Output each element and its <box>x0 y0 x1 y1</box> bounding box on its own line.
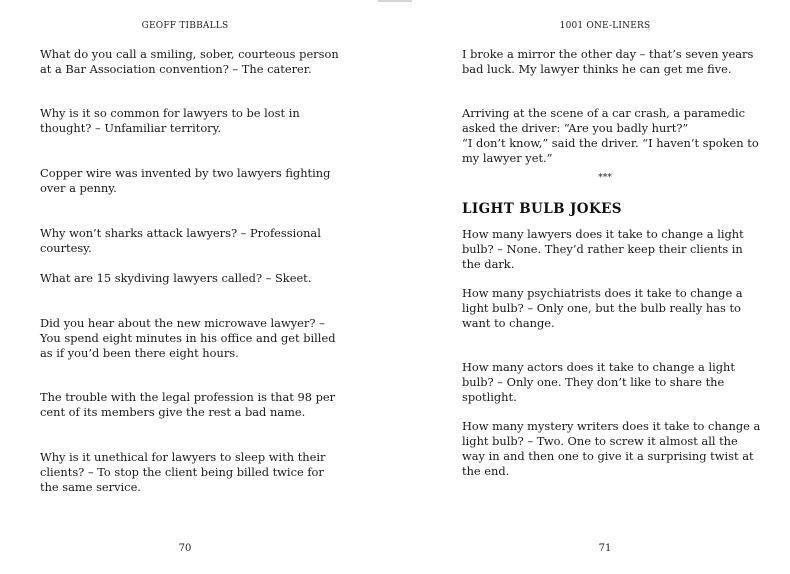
joke-text: Arriving at the scene of a car crash, a paramedic asked the driver: “Are you badly hurt?” “I don’t know,” said the driver. “I haven’t spoken to my lawyer yet.” <box>462 106 759 165</box>
page-number-right: 71 <box>598 543 612 554</box>
right-page <box>395 0 790 574</box>
joke-text: Why won’t sharks attack lawyers? – Professional courtesy. <box>40 226 321 255</box>
joke-text: How many psychiatrists does it take to change a light bulb? – Only one, but the bulb really has to want to change. <box>462 286 743 330</box>
joke-text: The trouble with the legal profession is that 98 per cent of its members give the rest a bad name. <box>40 390 336 419</box>
page-number-left: 70 <box>178 543 192 554</box>
running-head-left: GEOFF TIBBALLS <box>141 21 229 31</box>
joke-text: How many mystery writers does it take to change a light bulb? – Two. One to screw it almost all the way in and then one to give it a surprising twist at the end. <box>462 419 761 478</box>
joke-text: Why is it so common for lawyers to be lost in thought? – Unfamiliar territory. <box>40 106 300 135</box>
joke-text: I broke a mirror the other day – that’s seven years bad luck. My lawyer thinks he can get me five. <box>462 47 754 76</box>
running-head-right: 1001 ONE-LINERS <box>559 21 651 31</box>
joke-text: How many actors does it take to change a light bulb? – Only one. They don’t like to share the spotlight. <box>462 360 735 404</box>
joke-text: Why is it unethical for lawyers to sleep with their clients? – To stop the client being billed twice for the same service. <box>40 450 326 494</box>
joke-text: What do you call a smiling, sober, courteous person at a Bar Association convention? – The caterer. <box>40 47 339 76</box>
section-separator: *** <box>598 173 612 183</box>
joke-text: Did you hear about the new microwave lawyer? – You spend eight minutes in his office and get billed as if you’d been there eight hours. <box>40 316 336 360</box>
joke-text: How many lawyers does it take to change a light bulb? – None. They’d rather keep their clients in the dark. <box>462 227 744 271</box>
section-heading: LIGHT BULB JOKES <box>462 201 622 217</box>
joke-text: Copper wire was invented by two lawyers fighting over a penny. <box>40 166 331 195</box>
joke-text: What are 15 skydiving lawyers called? – Skeet. <box>40 271 312 285</box>
